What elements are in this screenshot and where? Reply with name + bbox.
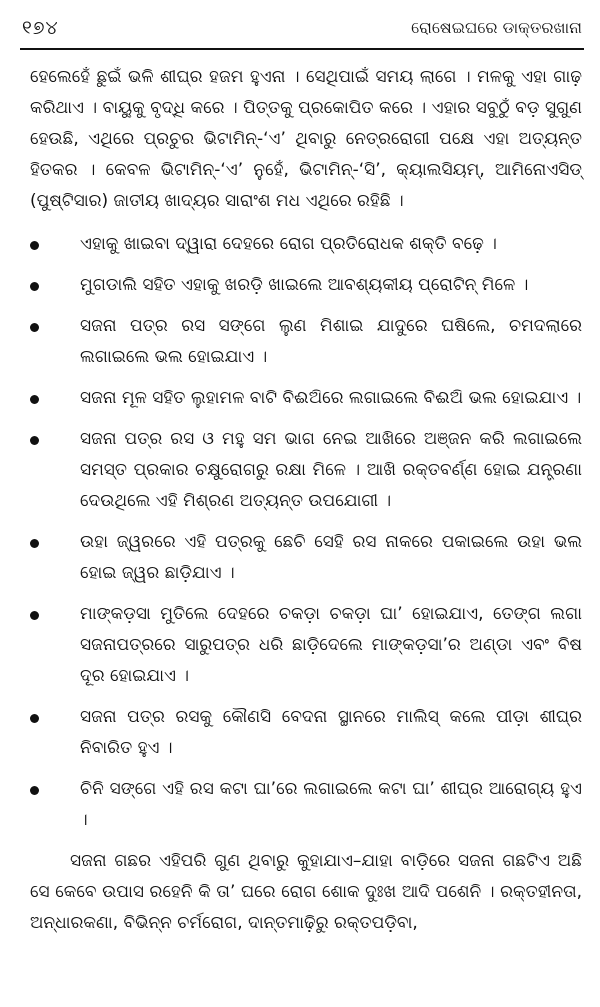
- page-header: [22, 14, 582, 42]
- list-item: [30, 599, 582, 692]
- list-item: [30, 424, 582, 517]
- list-item: [30, 229, 582, 260]
- bullet-dot-icon: [30, 323, 39, 332]
- bullet-dot-icon: [30, 241, 39, 250]
- bullet-dot-icon: [30, 611, 39, 620]
- list-item-text: ସଜନା ପତ୍ର ରସକୁ କୌଣସି ବେଦନା ସ୍ଥାନରେ ମାଲିସ୍ କଲେ ପୀଡ଼ା ଶୀଘ୍ର ନିବାରିତ ହୁଏ ।: [80, 707, 582, 758]
- closing-paragraph: ସଜନା ଗଛର ଏହିପରି ଗୁଣ ଥିବାରୁ କୁହାଯାଏ–ଯାହା ବାଡ଼ିରେ ସଜନା ଗଛଟିଏ ଅଛି ସେ କେବେ ଉପାସ ରହେନି କି ତା’ ଘରେ ରୋଗ ଶୋକ ଦୁଃଖ ଆଦି ପଶେନି । ରକ୍ତହୀନତା, ଅନ୍ଧାରକଣା, ବିଭିନ୍ନ ଚର୍ମରୋଗ, ଦାନ୍ତମାଢ଼ିରୁ ରକ୍ତପଡ଼ିବା,: [30, 851, 582, 933]
- list-item-text: ମୁଗଡାଲି ସହିତ ଏହାକୁ ଖରଡ଼ି ଖାଇଲେ ଆବଶ୍ୟକୀୟ ପ୍ରୋଟିନ୍ ମିଳେ ।: [80, 275, 529, 295]
- list-item: [30, 527, 582, 589]
- benefit-list: [30, 229, 582, 836]
- list-item: [30, 383, 582, 414]
- list-item-text: ସଜନା ପତ୍ର ରସ ସଙ୍ଗେ ଲୁଣ ମିଶାଇ ଯାଦୁରେ ଘଷିଲେ, ଚମଦଲାରେ ଲଗାଇଲେ ଭଲ ହୋଇଯାଏ ।: [80, 316, 582, 367]
- list-item: [30, 702, 582, 764]
- list-item: [30, 270, 582, 301]
- list-item-text: ମାଙ୍କଡ଼ସା ମୁତିଲେ ଦେହରେ ଚକଡ଼ା ଚକଡ଼ା ଘା’ ହୋଇଯାଏ, ତେଙ୍ଗ ଲଗା ସଜନାପତ୍ରରେ ସାରୁପତ୍ର ଧରି ଛାଡ଼ିଦେଲେ ମାଙ୍କଡ଼ସା’ର ଅଣ୍ଡା ଏବଂ ବିଷ ଦୂର ହୋଇଯାଏ ।: [80, 604, 582, 686]
- running-title: ରୋଷେଇଘରେ ଡାକ୍ତରଖାନା: [411, 18, 582, 37]
- list-item-text: ଚିନି ସଙ୍ଗେ ଏହି ରସ କଟା ଘା’ରେ ଲଗାଇଲେ କଟା ଘା’ ଶୀଘ୍ର ଆରୋଗ୍ୟ ହୁଏ ।: [80, 779, 582, 830]
- list-item-text: ଉହା ଜ୍ୱରରେ ଏହି ପତ୍ରକୁ ଛେଚି ସେହି ରସ ନାକରେ ପକାଇଲେ ଉହା ଭଲ ହୋଇ ଜ୍ୱର ଛାଡ଼ିଯାଏ ।: [80, 532, 582, 583]
- list-item-text: ସଜନା ପତ୍ର ରସ ଓ ମହୁ ସମ ଭାଗ ନେଇ ଆଖିରେ ଅଞ୍ଜନ କରି ଲଗାଇଲେ ସମସ୍ତ ପ୍ରକାର ଚକ୍ଷୁରୋଗରୁ ରକ୍ଷା ମିଳେ । ଆଖି ରକ୍ତବର୍ଣ୍ଣ ହୋଇ ଯନ୍ତ୍ରଣା ଦେଉଥିଲେ ଏହି ମିଶ୍ରଣ ଅତ୍ୟନ୍ତ ଉପଯୋଗୀ ।: [80, 429, 582, 511]
- bullet-dot-icon: [30, 395, 39, 404]
- page-number: ୧୭୪: [22, 17, 59, 39]
- bullet-dot-icon: [30, 714, 39, 723]
- bullet-dot-icon: [30, 539, 39, 548]
- bullet-dot-icon: [30, 786, 39, 795]
- page-body: [30, 62, 582, 939]
- header-rule: [20, 48, 584, 50]
- list-item: [30, 774, 582, 836]
- bullet-dot-icon: [30, 436, 39, 445]
- intro-paragraph: ହେଲେହେଁ ଛୁଇଁ ଭଳି ଶୀଘ୍ର ହଜମ ହୁଏନା । ସେଥିପାଇଁ ସମୟ ଲାଗେ । ମଳକୁ ଏହା ଗାଢ଼ କରିଥାଏ । ବାୟୁକୁ ବୃଦ୍ଧି କରେ । ପିତ୍ତକୁ ପ୍ରକୋପିତ କରେ । ଏହାର ସବୁଠୁଁ ବଡ଼ ସୁଗୁଣ ହେଉଛି, ଏଥିରେ ପ୍ରଚୁର ଭିଟାମିନ୍-‘ଏ’ ଥିବାରୁ ନେତ୍ରରୋଗୀ ପକ୍ଷେ ଏହା ଅତ୍ୟନ୍ତ ହିତକର । କେବଳ ଭିଟାମିନ୍-‘ଏ’ ନୁହେଁ, ଭିଟାମିନ୍-‘ସି’, କ୍ୟାଲସିୟମ୍, ଆମିନୋଏସିଡ୍ (ପୁଷ୍ଟିସାର) ଜାତୀୟ ଖାଦ୍ୟର ସାରାଂଶ ମଧ ଏଥିରେ ରହିଛି ।: [30, 67, 582, 211]
- list-item-text: ସଜନା ମୂଳ ସହିତ ଲୁହାମଳ ବାଟି ବିଈଅିରେ ଲଗାଇଲେ ବିଈଅି ଭଲ ହୋଇଯାଏ ।: [80, 388, 582, 408]
- list-item: [30, 311, 582, 373]
- bullet-dot-icon: [30, 282, 39, 291]
- list-item-text: ଏହାକୁ ଖାଇବା ଦ୍ୱାରା ଦେହରେ ରୋଗ ପ୍ରତିରୋଧକ ଶକ୍ତି ବଢ଼େ ।: [80, 234, 497, 254]
